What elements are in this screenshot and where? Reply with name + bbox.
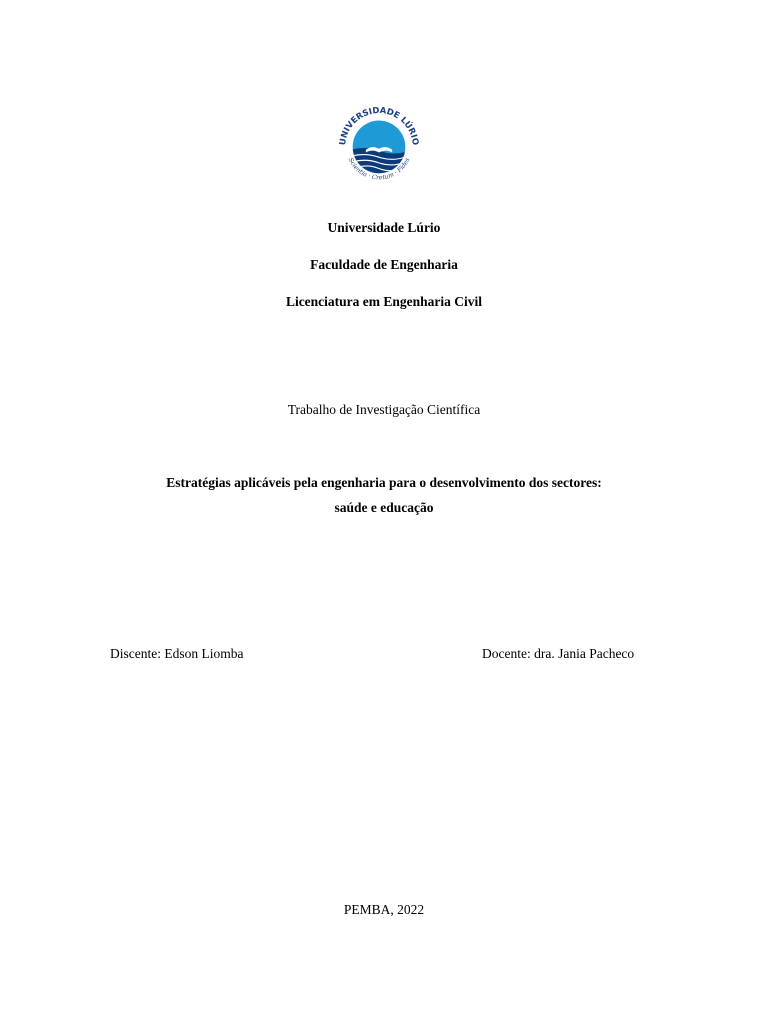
degree-name: Licenciatura em Engenharia Civil (285, 294, 483, 309)
logo-motto: Scientia · Cretum · Fides (346, 156, 412, 182)
logo-arc-text: UNIVERSIDADE LÚRIO (337, 104, 421, 146)
teacher-name: Docente: dra. Jania Pacheco (482, 646, 635, 661)
university-name: Universidade Lúrio (327, 220, 441, 235)
document-title-line-2: saúde e educação (334, 500, 434, 515)
document-title-line-1: Estratégias aplicáveis pela engenharia para o desenvolvimento dos sectores: (166, 475, 602, 490)
place-date: PEMBA, 2022 (343, 902, 425, 917)
university-logo (332, 98, 426, 192)
student-name: Discente: Edson Liomba (110, 646, 244, 661)
work-type: Trabalho de Investigação Científica (287, 402, 481, 417)
faculty-name: Faculdade de Engenharia (310, 257, 458, 272)
